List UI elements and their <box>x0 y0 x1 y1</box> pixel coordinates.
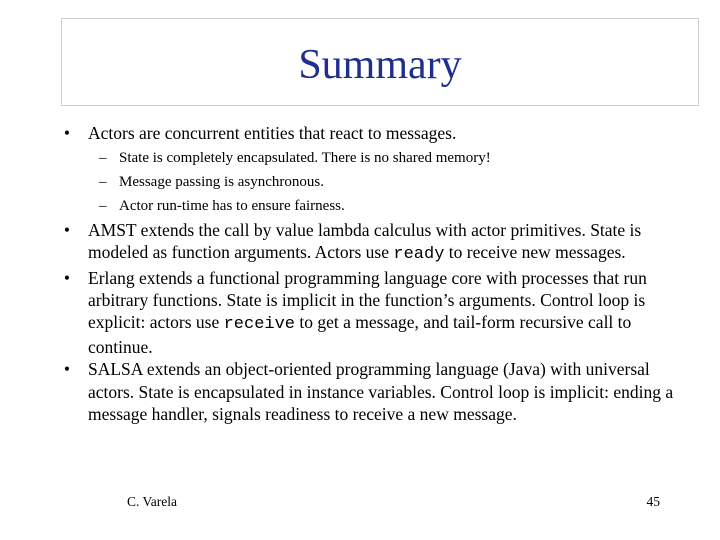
bullet-salsa <box>57 358 697 425</box>
sub-bullet-text: Message passing is asynchronous. <box>119 174 324 191</box>
bullet-dot-icon: • <box>63 220 71 241</box>
bullet-text-pre: AMST extends the call by value lambda calculus with actor primitives. State is modeled as function arguments. Actors use <box>88 220 642 263</box>
code-ready: ready <box>393 245 445 265</box>
slide-title: Summary <box>298 42 462 88</box>
bullet-amst <box>57 219 697 266</box>
code-receive: receive <box>223 315 296 335</box>
bullet-text-pre: Erlang extends a functional programming language core with processes that run arbitrary functions. State is implicit in the function’s arguments. Control loop is explicit: actors use <box>88 267 647 333</box>
bullet-actors <box>57 122 697 144</box>
page-number: 45 <box>646 494 660 509</box>
bullet-dot-icon: • <box>63 267 71 288</box>
footer-author: C. Varela <box>127 494 177 509</box>
title-box <box>61 18 699 106</box>
sub-bullet-async <box>57 170 697 194</box>
bullet-erlang <box>57 267 697 359</box>
slide-content <box>57 120 697 425</box>
dash-icon: – <box>99 174 107 191</box>
bullet-text: SALSA extends an object-oriented programming language (Java) with universal actors. State is encapsulated in instance variables. Control loop is implicit: ending a message handler, signals readiness to receive a new message. <box>88 359 674 424</box>
bullet-dot-icon: • <box>63 123 71 143</box>
sub-bullet-text: State is completely encapsulated. There is no shared memory! <box>119 150 491 167</box>
sub-bullet-encapsulation <box>57 146 697 170</box>
sub-bullet-list <box>57 146 697 218</box>
dash-icon: – <box>99 150 107 167</box>
bullet-text-post: to receive new messages. <box>444 242 626 263</box>
sub-bullet-text: Actor run-time has to ensure fairness. <box>119 198 345 215</box>
bullet-text: Actors are concurrent entities that react to messages. <box>88 123 457 143</box>
bullet-dot-icon: • <box>63 359 71 380</box>
bullet-text-post: to get a message, and tail-form recursive call to continue. <box>88 312 632 358</box>
sub-bullet-fairness <box>57 194 697 218</box>
dash-icon: – <box>99 198 107 215</box>
